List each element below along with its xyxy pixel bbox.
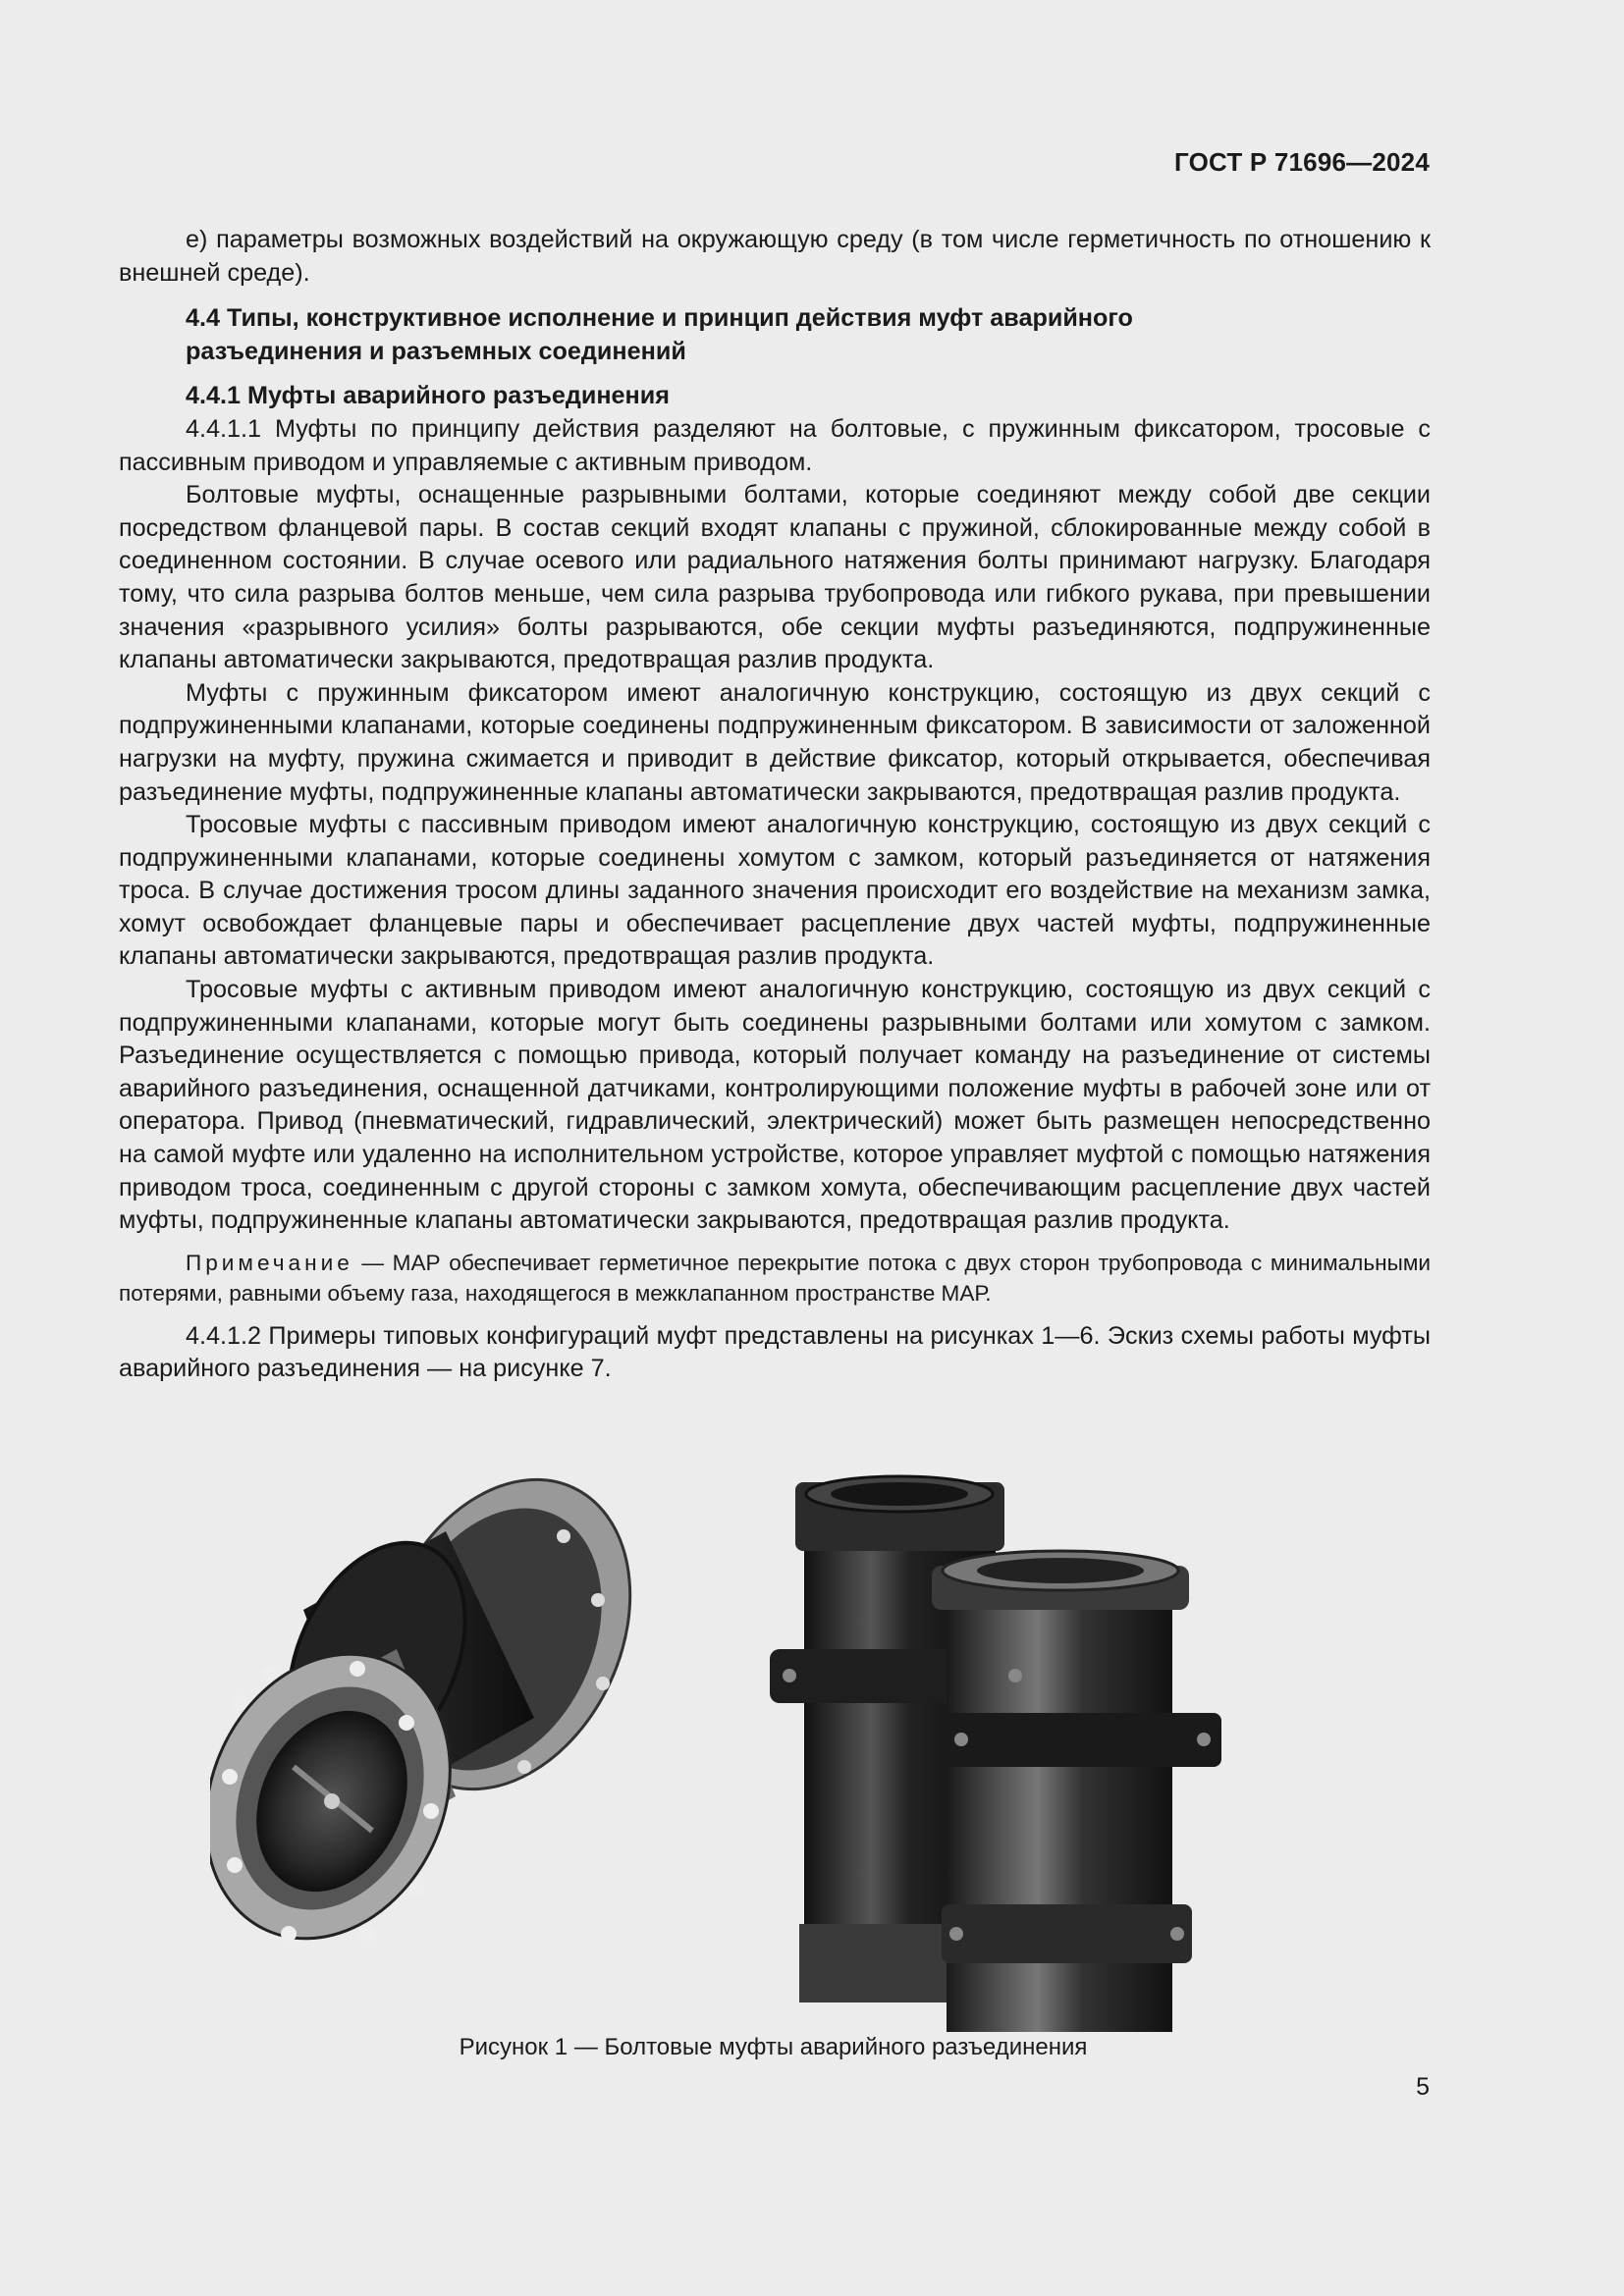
note-label: Примечание [186, 1250, 353, 1275]
breakaway-couplings-illustration [210, 1472, 1339, 2032]
section-heading-4-4: 4.4 Типы, конструктивное исполнение и принцип действия муфт аварийного разъединения и разъемных соединений [186, 304, 1133, 365]
paragraph-item-e: е) параметры возможных воздействий на окружающую среду (в том числе герметичность по отношению к внешней среде). [119, 226, 1431, 287]
paragraph-4-4-1-1: 4.4.1.1 Муфты по принципу действия разделяют на болтовые, с пружинным фиксатором, тросовые с пассивным приводом и управляемые с активным приводом. [119, 414, 1431, 476]
paragraph-spring-couplings: Муфты с пружинным фиксатором имеют аналогичную конструкцию, состоящую из двух секций с подпружиненными клапанами, которые соединены подпружиненным фиксатором. В зависимости от заложенной нагрузки на муфту, пружина сжимается и приводит в действие фиксатор, который открывается, обеспечивая разъединение муфты, подпружиненные клапаны автоматически закрываются, предотвращая разлив продукта. [119, 678, 1431, 806]
standard-number: ГОСТ Р 71696—2024 [1174, 147, 1430, 177]
page-number: 5 [1416, 2073, 1430, 2101]
figure-caption: Рисунок 1 — Болтовые муфты аварийного разъединения [459, 2034, 1088, 2060]
note [119, 1248, 1431, 1308]
note-text: — МАР обеспечивает герметичное перекрытие потока с двух сторон трубопровода с минимальными потерями, равными объему газа, находящегося в межклапанном пространстве МАР. [119, 1250, 1431, 1306]
paragraph-bolt-couplings: Болтовые муфты, оснащенные разрывными болтами, которые соединяют между собой две секции посредством фланцевой пары. В состав секций входят клапаны с пружиной, сблокированные между собой в соединенном состоянии. В случае осевого или радиального натяжения болты принимают нагрузку. Благодаря тому, что сила разрыва болтов меньше, чем сила разрыва трубопровода или гибкого рукава, при превышении значения «разрывного усилия» болты разрываются, обе секции муфты разъединяются, подпружиненные клапаны автоматически закрываются, предотвращая разлив продукта. [119, 481, 1431, 674]
paragraph-4-4-1-2: 4.4.1.2 Примеры типовых конфигураций муфт представлены на рисунках 1—6. Эскиз схемы работы муфты аварийного разъединения — на рисунке 7. [119, 1321, 1431, 1383]
section-heading-4-4-1: 4.4.1 Муфты аварийного разъединения [186, 382, 670, 410]
figure-1-photo [210, 1472, 1339, 2032]
right-couplings [770, 1476, 1221, 2032]
document-body [119, 224, 1431, 1386]
paragraph-passive-cable-couplings: Тросовые муфты с пассивным приводом имеют аналогичную конструкцию, состоящую из двух секций с подпружиненными клапанами, которые соединены хомутом с замком, который разъединяется от натяжения троса. В случае достижения тросом длины заданного значения происходит его воздействие на механизм замка, хомут освобождает фланцевые пары и обеспечивает расцепление двух частей муфты, подпружиненные клапаны автоматически закрываются, предотвращая разлив продукта. [119, 811, 1431, 971]
paragraph-active-cable-couplings: Тросовые муфты с активным приводом имеют аналогичную конструкцию, состоящую из двух секций с подпружиненными клапанами, которые могут быть соединены разрывными болтами или хомутом с замком. Разъединение осуществляется с помощью привода, который получает команду на разъединение от системы аварийного разъединения, оснащенной датчиками, контролирующими положение муфты в рабочей зоне или от оператора. Привод (пневматический, гидравлический, электрический) может быть размещен непосредственно на самой муфте или удаленно на исполнительном устройстве, которое управляет муфтой с помощью натяжения приводом троса, соединенным с другой стороны с замком хомута, обеспечивающим расцепление двух частей муфты, подпружиненные клапаны автоматически закрываются, предотвращая разлив продукта. [119, 976, 1431, 1235]
left-coupling [210, 1472, 678, 1979]
